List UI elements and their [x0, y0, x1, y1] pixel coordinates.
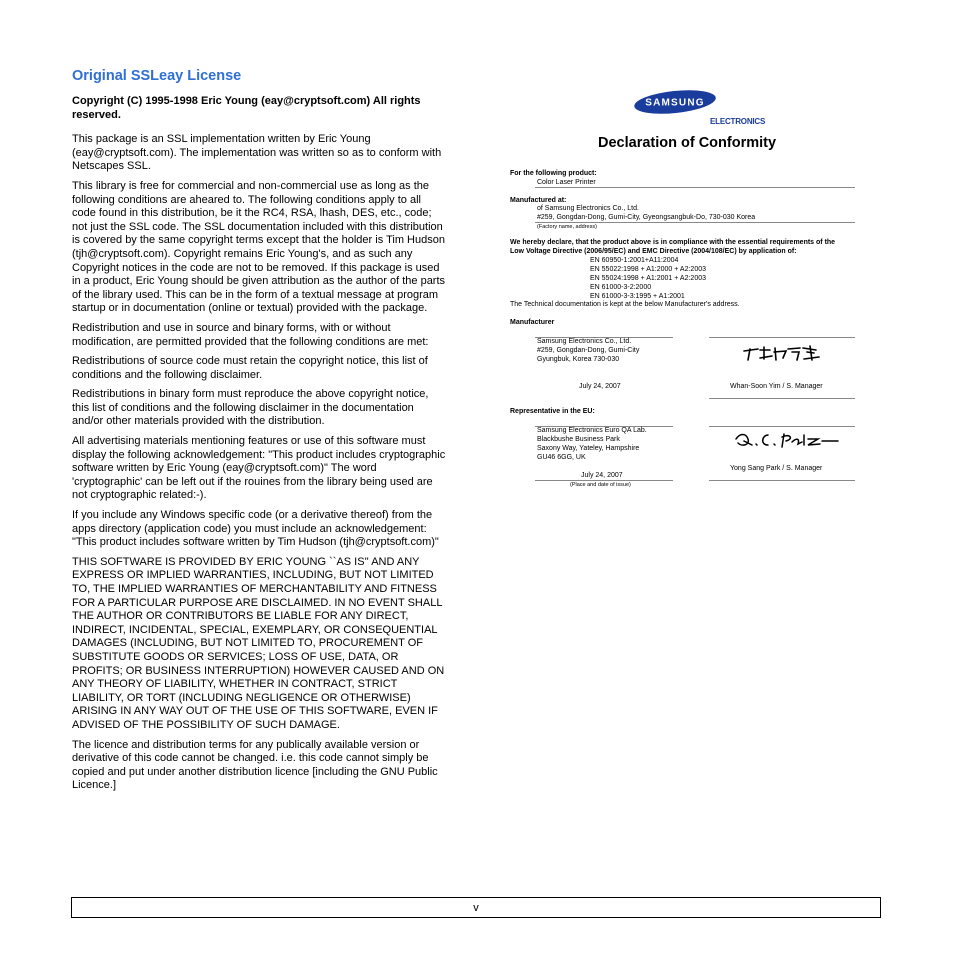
declaration-of-conformity: [508, 88, 876, 490]
standard-item: EN 55022:1998 + A1:2000 + A2:2003: [590, 266, 706, 273]
eu-rep-label: Representative in the EU:: [510, 408, 595, 415]
declare-statement: Low Voltage Directive (2006/95/EC) and EMC Directive (2004/108/EC) by application of:: [510, 248, 797, 255]
license-paragraph: THIS SOFTWARE IS PROVIDED BY ERIC YOUNG ``AS IS'' AND ANY EXPRESS OR IMPLIED WARRANTIES, INCLUDING, BUT NOT LIMITED TO, THE IMPLIED WARRANTIES OF MERCHANTABILITY AND FITNESS FOR A PARTICULAR PURPOSE ARE DISCLAIMED. IN NO EVENT SHALL THE AUTHOR OR CONTRIBUTORS BE LIABLE FOR ANY DIRECT, INDIRECT, INCIDENTAL, SPECIAL, EXEMPLARY, OR CONSEQUENTIAL DAMAGES (INCLUDING, BUT NOT LIMITED TO, PROCUREMENT OF SUBSTITUTE GOODS OR SERVICES; LOSS OF USE, DATA, OR PROFITS; OR BUSINESS INTERRUPTION) HOWEVER CAUSED AND ON ANY THEORY OF LIABILITY, WHETHER IN CONTRACT, STRICT LIABILITY, OR TORT (INCLUDING NEGLIGENCE OR OTHERWISE) ARISING IN ANY WAY OUT OF THE USE OF THIS SOFTWARE, EVEN IF ADVISED OF THE POSSIBILITY OF SUCH DAMAGE.: [72, 555, 445, 731]
standard-item: EN 61000-3-3:1995 + A1:2001: [590, 293, 685, 300]
manufactured-line: #259, Gongdan-Dong, Gumi-City, Gyeongsangbuk-Do, 730-030 Korea: [537, 214, 756, 221]
eu-rep-signature: [732, 429, 842, 449]
divider: [709, 480, 855, 481]
factory-note: (Factory name, address): [537, 224, 597, 230]
license-paragraph: Redistributions in binary form must reproduce the above copyright notice, this list of conditions and the following disclaimer in the documentation and/or other materials provided with the distribution.: [72, 388, 429, 428]
eu-rep-address-line: GU46 6GG, UK: [537, 454, 586, 461]
divider: [709, 426, 855, 427]
license-paragraph: This package is an SSL implementation written by Eric Young (eay@cryptsoft.com). The implementation was written so as to conform with Netscapes SSL.: [72, 133, 442, 173]
license-paragraph: The licence and distribution terms for any publically available version or derivative of this code cannot be changed. i.e. this code cannot simply be copied and put under another distribution licence [including the GNU Public Licence.]: [72, 738, 438, 792]
standard-item: EN 61000-3-2:2000: [590, 284, 652, 291]
standard-item: EN 55024:1998 + A1:2001 + A2:2003: [590, 275, 706, 282]
license-paragraph: Redistributions of source code must retain the copyright notice, this list of conditions and the following disclaimer.: [72, 355, 428, 381]
logo-subtitle: ELECTRONICS: [710, 117, 766, 126]
product-value: Color Laser Printer: [537, 179, 596, 186]
divider: [535, 187, 855, 188]
page-footer: [71, 897, 881, 918]
divider: [709, 398, 855, 399]
manufacturer-address-line: #259, Gongdan-Dong, Gumi-City: [537, 347, 640, 354]
declare-statement: We hereby declare, that the product above is in compliance with the essential requirements of the: [510, 239, 836, 246]
eu-rep-address-line: Samsung Electronics Euro QA Lab.: [537, 427, 647, 434]
standard-item: EN 60950-1:2001+A11:2004: [590, 257, 679, 264]
logo-wordmark: SAMSUNG: [645, 97, 705, 109]
manufacturer-signature: [742, 342, 822, 364]
eu-rep-address-line: Saxony Way, Yateley, Hampshire: [537, 445, 640, 452]
eu-rep-signer: Yong Sang Park / S. Manager: [730, 465, 823, 472]
copyright-notice: Copyright (C) 1995-1998 Eric Young (eay@cryptsoft.com) All rights reserved.: [72, 95, 421, 121]
manufacturer-signer: Whan-Soon Yim / S. Manager: [730, 383, 823, 390]
manufacturer-label: Manufacturer: [510, 319, 555, 326]
eu-rep-address-line: Blackbushe Business Park: [537, 436, 620, 443]
eu-rep-date-note: (Place and date of issue): [570, 482, 631, 488]
manufacturer-address-line: Samsung Electronics Co., Ltd.: [537, 338, 632, 345]
page-number: v: [473, 902, 479, 914]
tech-doc-note: The Technical documentation is kept at the below Manufacturer's address.: [510, 301, 740, 308]
license-paragraph: All advertising materials mentioning features or use of this software must display the following acknowledgement: "This product includes cryptographic software written by Eric Young (eay@cryptsoft.com)" The word 'cryptographic' can be left out if the rouines from the library being used are not cryptographic related:-).: [72, 435, 446, 502]
manufacturer-address-line: Gyungbuk, Korea 730-030: [537, 356, 620, 363]
license-paragraph: If you include any Windows specific code (or a derivative thereof) from the apps directory (application code) you must include an acknowledgement: "This product includes software written by Tim Hudson (tjh@cryptsoft.com)": [72, 509, 439, 549]
declaration-title: Declaration of Conformity: [598, 135, 777, 151]
license-paragraph: Redistribution and use in source and binary forms, with or without modification, are permitted provided that the following conditions are met:: [72, 321, 429, 348]
samsung-logo: [633, 90, 717, 114]
license-title: Original SSLeay License: [72, 68, 242, 84]
license-paragraph: This library is free for commercial and non-commercial use as long as the following conditions are aheared to. The following conditions apply to all code found in this distribution, be it the RC4, RSA, lhash, DES, etc., code; not just the SSL code. The SSL documentation included with this distribution is covered by the same copyright terms except that the holder is Tim Hudson (tjh@cryptsoft.com). Copyright remains Eric Young's, and as such any Copyright notices in the code are not to be removed. If this package is used in a product, Eric Young should be given attribution as the author of the parts of the library used. This can be in the form of a textual message at program startup or in documentation (online or textual) provided with the package.: [72, 179, 446, 315]
manufacturer-date: July 24, 2007: [579, 383, 621, 390]
manufactured-line: of Samsung Electronics Co., Ltd.: [537, 205, 639, 212]
license-column: [72, 68, 446, 799]
divider: [709, 337, 855, 338]
manufactured-label: Manufactured at:: [510, 197, 567, 204]
eu-rep-date: July 24, 2007: [581, 472, 623, 479]
product-label: For the following product:: [510, 170, 597, 177]
